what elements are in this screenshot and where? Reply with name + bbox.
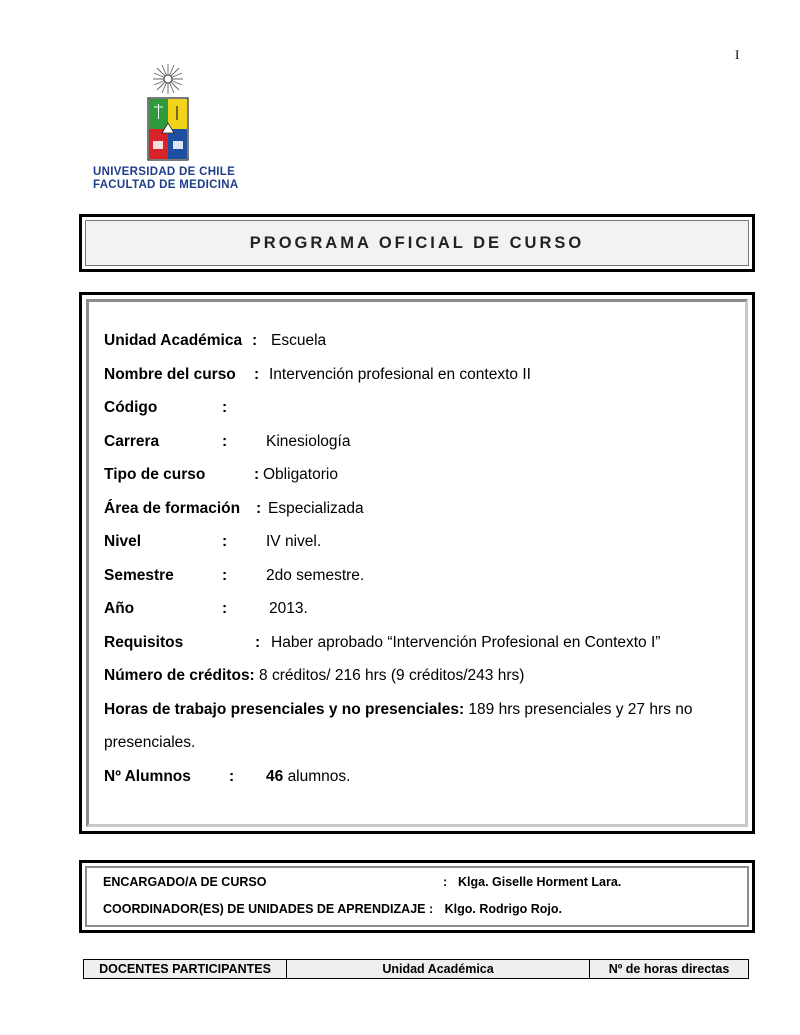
course-info-box (79, 292, 755, 834)
table-header-docentes: DOCENTES PARTICIPANTES (84, 960, 287, 979)
horas-value: 189 hrs presenciales y 27 hrs no (468, 701, 693, 718)
row-alumnos (104, 768, 351, 786)
row-codigo (104, 399, 228, 417)
faculty-name: FACULTAD DE MEDICINA (93, 179, 239, 191)
requisitos-value: Haber aprobado “Intervención Profesional en Contexto I” (271, 634, 661, 651)
row-area (104, 500, 364, 518)
row-creditos (104, 667, 524, 685)
anio-sep: : (222, 600, 228, 617)
requisitos-sep: : (255, 634, 261, 651)
page-number: I (735, 47, 740, 62)
page-title: PROGRAMA OFICIAL DE CURSO (249, 233, 585, 252)
docentes-table (83, 959, 749, 979)
area-label: Área de formación (104, 500, 241, 517)
row-unidad (104, 332, 327, 350)
carrera-sep: : (222, 433, 228, 450)
anio-value: 2013. (269, 600, 308, 617)
row-coordinador (103, 902, 562, 916)
unidad-label: Unidad Académica (104, 332, 243, 349)
semestre-sep: : (222, 567, 228, 584)
semestre-label: Semestre (104, 567, 174, 584)
university-crest-icon (145, 62, 191, 162)
horas-value-continued: presenciales. (104, 734, 196, 751)
encargado-sep: : (443, 875, 448, 889)
encargado-value: Klga. Giselle Horment Lara. (458, 875, 622, 889)
table-header-row (84, 960, 749, 979)
table-header-horas: Nº de horas directas (589, 960, 748, 979)
row-horas-cont (104, 734, 195, 752)
codigo-sep: : (222, 399, 228, 416)
row-requisitos (104, 634, 661, 652)
alumnos-unit: alumnos. (287, 768, 351, 785)
nombre-label: Nombre del curso (104, 366, 236, 383)
tipo-label: Tipo de curso (104, 466, 206, 483)
row-encargado (103, 875, 622, 889)
requisitos-label: Requisitos (104, 634, 184, 651)
creditos-value: 8 créditos/ 216 hrs (9 créditos/243 hrs) (259, 667, 525, 684)
row-carrera (104, 433, 351, 451)
nombre-value: Intervención profesional en contexto II (269, 366, 531, 383)
alumnos-label: Nº Alumnos (104, 768, 191, 785)
area-value: Especializada (268, 500, 364, 517)
unidad-sep: : (252, 332, 258, 349)
nivel-value: IV nivel. (266, 533, 322, 550)
anio-label: Año (104, 600, 135, 617)
university-name: UNIVERSIDAD DE CHILE (93, 166, 236, 178)
title-box (79, 214, 755, 272)
nivel-sep: : (222, 533, 228, 550)
row-semestre (104, 567, 365, 585)
carrera-value: Kinesiología (266, 433, 351, 450)
table-header-unidad: Unidad Académica (287, 960, 590, 979)
creditos-label: Número de créditos: (104, 667, 255, 684)
encargado-box (79, 860, 755, 933)
alumnos-number: 46 (266, 768, 284, 785)
university-logo (93, 62, 273, 191)
row-nombre (104, 366, 531, 384)
area-sep: : (256, 500, 262, 517)
horas-label: Horas de trabajo presenciales y no presenciales: (104, 701, 465, 718)
row-anio (104, 600, 308, 618)
row-tipo (104, 466, 338, 484)
semestre-value: 2do semestre. (266, 567, 365, 584)
alumnos-sep: : (229, 768, 235, 785)
encargado-label: ENCARGADO/A DE CURSO (103, 875, 267, 889)
carrera-label: Carrera (104, 433, 160, 450)
tipo-value: Obligatorio (263, 466, 338, 483)
unidad-value: Escuela (271, 332, 327, 349)
row-nivel (104, 533, 322, 551)
row-horas (104, 701, 692, 719)
coordinador-label: COORDINADOR(ES) DE UNIDADES DE APRENDIZAJE : (103, 902, 434, 916)
nivel-label: Nivel (104, 533, 142, 550)
codigo-label: Código (104, 399, 158, 416)
coordinador-value: Klgo. Rodrigo Rojo. (444, 902, 562, 916)
tipo-sep: : (254, 466, 260, 483)
nombre-sep: : (254, 366, 260, 383)
